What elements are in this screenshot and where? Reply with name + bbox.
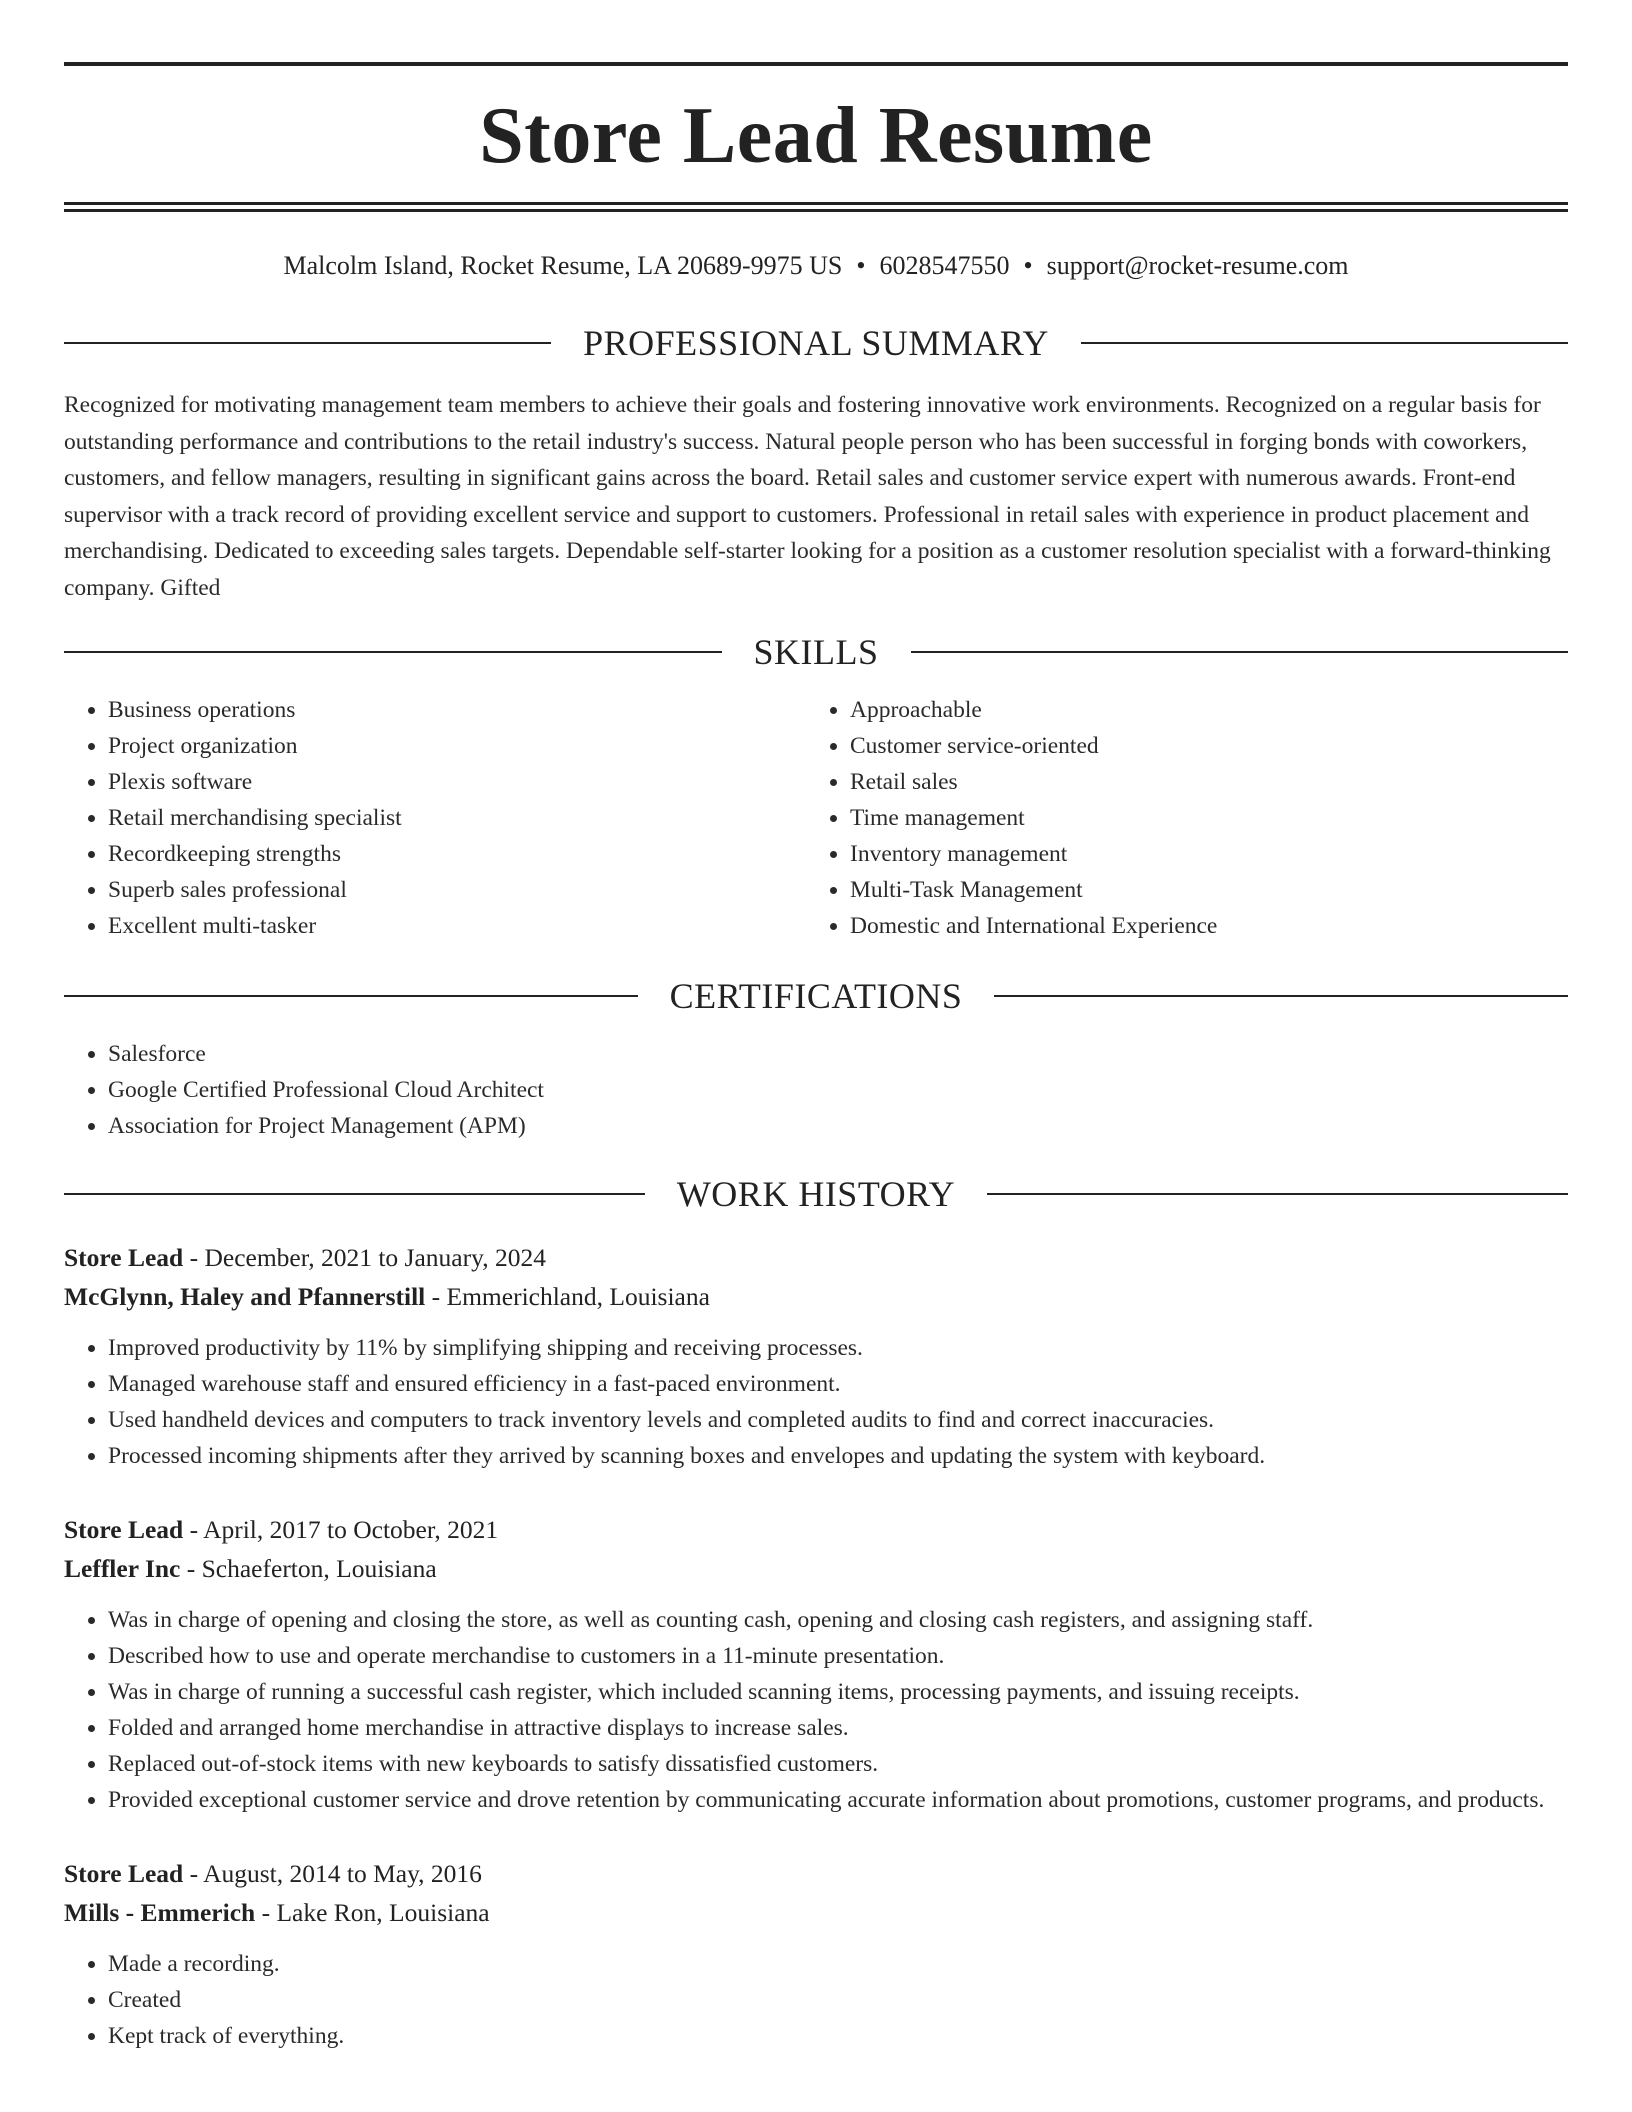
job-title: Store Lead xyxy=(64,1515,184,1545)
job-bullet: • Created xyxy=(108,1982,1568,2018)
skill-item: • Business operations xyxy=(108,692,806,728)
job-bullet: • Folded and arranged home merchandise in attractive displays to increase sales. xyxy=(108,1710,1568,1746)
work-history-heading: WORK HISTORY xyxy=(676,1174,956,1215)
heading-rule xyxy=(64,342,551,344)
job-dates: - April, 2017 to October, 2021 xyxy=(183,1515,499,1545)
job-bullet: • Replaced out-of-stock items with new keyboards to satisfy dissatisfied customers. xyxy=(108,1746,1568,1782)
skills-columns xyxy=(64,692,1568,944)
summary-heading: PROFESSIONAL SUMMARY xyxy=(583,323,1049,364)
skill-item: • Excellent multi-tasker xyxy=(108,908,806,944)
skills-section-header xyxy=(64,632,1568,673)
heading-rule xyxy=(987,1193,1568,1195)
job-bullets xyxy=(64,1602,1568,1818)
job-title: Store Lead xyxy=(64,1243,184,1273)
heading-rule xyxy=(64,995,638,997)
skills-heading: SKILLS xyxy=(753,632,879,673)
job-bullet: • Processed incoming shipments after they arrived by scanning boxes and envelopes and updating the system with keyboard. xyxy=(108,1438,1568,1474)
heading-rule xyxy=(911,651,1569,653)
skill-item: • Time management xyxy=(850,800,1548,836)
skill-item: • Project organization xyxy=(108,728,806,764)
resume-content xyxy=(64,62,1568,2054)
job-company: McGlynn, Haley and Pfannerstill xyxy=(64,1282,426,1312)
heading-rule xyxy=(64,1193,645,1195)
job-dates: - August, 2014 to May, 2016 xyxy=(183,1859,482,1889)
job-dates: - December, 2021 to January, 2024 xyxy=(183,1243,546,1273)
heading-rule xyxy=(64,651,722,653)
heading-rule xyxy=(994,995,1568,997)
resume-title: Store Lead Resume xyxy=(479,92,1153,180)
job-bullets xyxy=(64,1330,1568,1474)
skill-item: • Approachable xyxy=(850,692,1548,728)
certification-item: • Salesforce xyxy=(108,1036,1568,1072)
skill-item: • Inventory management xyxy=(850,836,1548,872)
skills-list-left xyxy=(64,692,806,944)
job-entry xyxy=(64,1854,1568,2054)
job-entry xyxy=(64,1238,1568,1474)
job-bullet: • Described how to use and operate merchandise to customers in a 11-minute presentation. xyxy=(108,1638,1568,1674)
heading-rule xyxy=(1081,342,1568,344)
top-rule xyxy=(64,62,1568,66)
skill-item: • Plexis software xyxy=(108,764,806,800)
skill-item: • Recordkeeping strengths xyxy=(108,836,806,872)
job-location: - Emmerichland, Louisiana xyxy=(425,1282,710,1312)
job-bullets xyxy=(64,1946,1568,2054)
job-bullet: • Was in charge of running a successful cash register, which included scanning items, processing payments, and issuing receipts. xyxy=(108,1674,1568,1710)
skill-item: • Retail sales xyxy=(850,764,1548,800)
contact-address: Malcolm Island, Rocket Resume, LA 20689-9975 US xyxy=(283,251,843,280)
certifications-list xyxy=(64,1036,1568,1144)
job-bullet: • Made a recording. xyxy=(108,1946,1568,1982)
title-double-rule xyxy=(64,202,1568,212)
job-location: - Schaeferton, Louisiana xyxy=(180,1554,437,1584)
skill-item: • Multi-Task Management xyxy=(850,872,1548,908)
contact-phone: 6028547550 xyxy=(879,251,1010,280)
certifications-heading: CERTIFICATIONS xyxy=(669,976,963,1017)
contact-line xyxy=(64,250,1568,281)
job-bullet: • Improved productivity by 11% by simplifying shipping and receiving processes. xyxy=(108,1330,1568,1366)
professional-summary-text: Recognized for motivating management team members to achieve their goals and fostering innovative work environments. Recognized on a regular basis for outstanding performance and contributions to the retail industry's success. Natural people person who has been successful in forging bonds with coworkers, customers, and fellow managers, resulting in significant gains across the board. Retail sales and customer service expert with numerous awards. Front-end supervisor with a track record of providing excellent service and support to customers. Professional in retail sales with experience in product placement and merchandising. Dedicated to exceeding sales targets. Dependable self-starter looking for a position as a customer resolution specialist with a forward-thinking company. Gifted xyxy=(64,392,1551,601)
certifications-section-header xyxy=(64,976,1568,1017)
skills-list-right xyxy=(806,692,1548,944)
job-location: - Lake Ron, Louisiana xyxy=(255,1898,490,1928)
certification-item: • Google Certified Professional Cloud Architect xyxy=(108,1072,1568,1108)
contact-separator: • xyxy=(856,251,866,280)
contact-email: support@rocket-resume.com xyxy=(1046,251,1349,280)
skill-item: • Superb sales professional xyxy=(108,872,806,908)
job-entry xyxy=(64,1510,1568,1818)
certifications-list-wrap xyxy=(64,1036,1568,1144)
skill-item: • Customer service-oriented xyxy=(850,728,1548,764)
job-bullet: • Provided exceptional customer service and drove retention by communicating accurate information about promotions, customer programs, and products. xyxy=(108,1782,1568,1818)
job-title-line xyxy=(64,1238,1568,1277)
job-company: Mills - Emmerich xyxy=(64,1898,256,1928)
job-bullet: • Used handheld devices and computers to track inventory levels and completed audits to find and correct inaccuracies. xyxy=(108,1402,1568,1438)
job-title-line xyxy=(64,1510,1568,1549)
work-history-section-header xyxy=(64,1174,1568,1215)
job-bullet: • Managed warehouse staff and ensured efficiency in a fast-paced environment. xyxy=(108,1366,1568,1402)
job-company-line xyxy=(64,1893,1568,1932)
skill-item: • Domestic and International Experience xyxy=(850,908,1548,944)
summary-section-header xyxy=(64,323,1568,364)
contact-separator: • xyxy=(1023,251,1033,280)
job-bullet: • Was in charge of opening and closing the store, as well as counting cash, opening and closing cash registers, and assigning staff. xyxy=(108,1602,1568,1638)
job-title-line xyxy=(64,1854,1568,1893)
skills-left-column xyxy=(64,692,806,944)
job-company-line xyxy=(64,1549,1568,1588)
job-title: Store Lead xyxy=(64,1859,184,1889)
job-company-line xyxy=(64,1277,1568,1316)
job-company: Leffler Inc xyxy=(64,1554,181,1584)
job-bullet: • Kept track of everything. xyxy=(108,2018,1568,2054)
certification-item: • Association for Project Management (APM) xyxy=(108,1108,1568,1144)
skill-item: • Retail merchandising specialist xyxy=(108,800,806,836)
skills-right-column xyxy=(806,692,1548,944)
